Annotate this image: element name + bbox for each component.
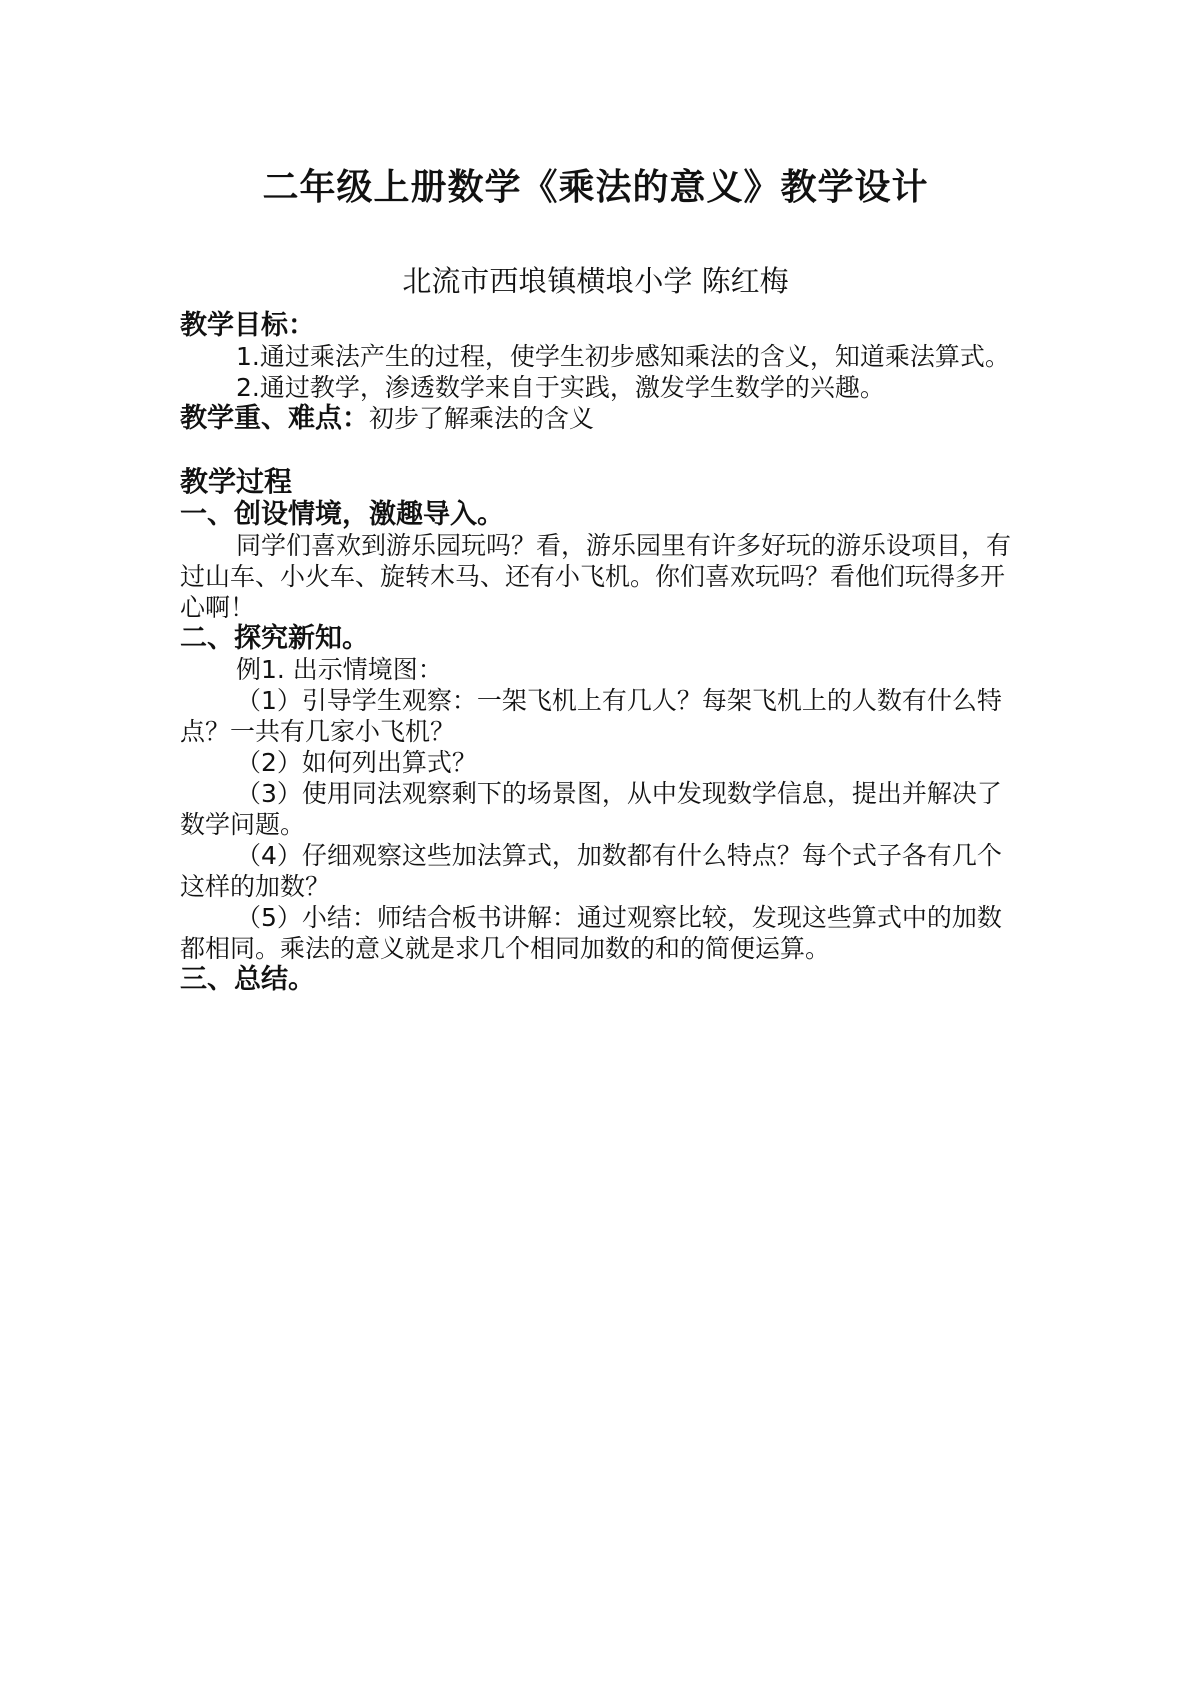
- example-line: 例1. 出示情境图：: [236, 655, 443, 684]
- document-body: [180, 310, 1025, 995]
- step-5: （5）小结：师结合板书讲解：通过观察比较，发现这些算式中的加数都相同。乘法的意义就是求几个相同加数的和的简便运算。: [180, 903, 1002, 963]
- objective-item-1: 1.通过乘法产生的过程，使学生初步感知乘法的含义，知道乘法算式。: [236, 342, 1010, 371]
- step-3: （3）使用同法观察剩下的场景图，从中发现数学信息，提出并解决了数学问题。: [180, 779, 1002, 839]
- key-points-heading: 教学重、难点：: [180, 403, 369, 434]
- section-3-heading: 三、总结。: [180, 964, 315, 995]
- author-line: 北流市西埌镇横埌小学 陈红梅: [402, 264, 789, 298]
- section-1-heading: 一、创设情境，激趣导入。: [180, 499, 504, 530]
- key-points-paragraph: [180, 403, 1025, 434]
- document-title: 二年级上册数学《乘法的意义》教学设计: [262, 167, 929, 208]
- objective-item-2: 2.通过教学，渗透数学来自于实践，激发学生数学的兴趣。: [236, 373, 885, 402]
- process-heading: 教学过程: [180, 465, 293, 498]
- objectives-heading: 教学目标：: [180, 310, 315, 341]
- key-points-text: 初步了解乘法的含义: [369, 404, 595, 433]
- section-1-text: 同学们喜欢到游乐园玩吗？看，游乐园里有许多好玩的游乐设项目，有过山车、小火车、旋转木马、还有小飞机。你们喜欢玩吗？看他们玩得多开心啊！: [180, 531, 1012, 622]
- section-2-heading: 二、探究新知。: [180, 623, 369, 654]
- step-2: （2）如何列出算式？: [236, 748, 477, 777]
- step-1: （1）引导学生观察：一架飞机上有几人？每架飞机上的人数有什么特点？一共有几家小飞机？: [180, 686, 1002, 746]
- blank-line: [180, 434, 1025, 465]
- step-4: （4）仔细观察这些加法算式，加数都有什么特点？每个式子各有几个这样的加数？: [180, 841, 1002, 901]
